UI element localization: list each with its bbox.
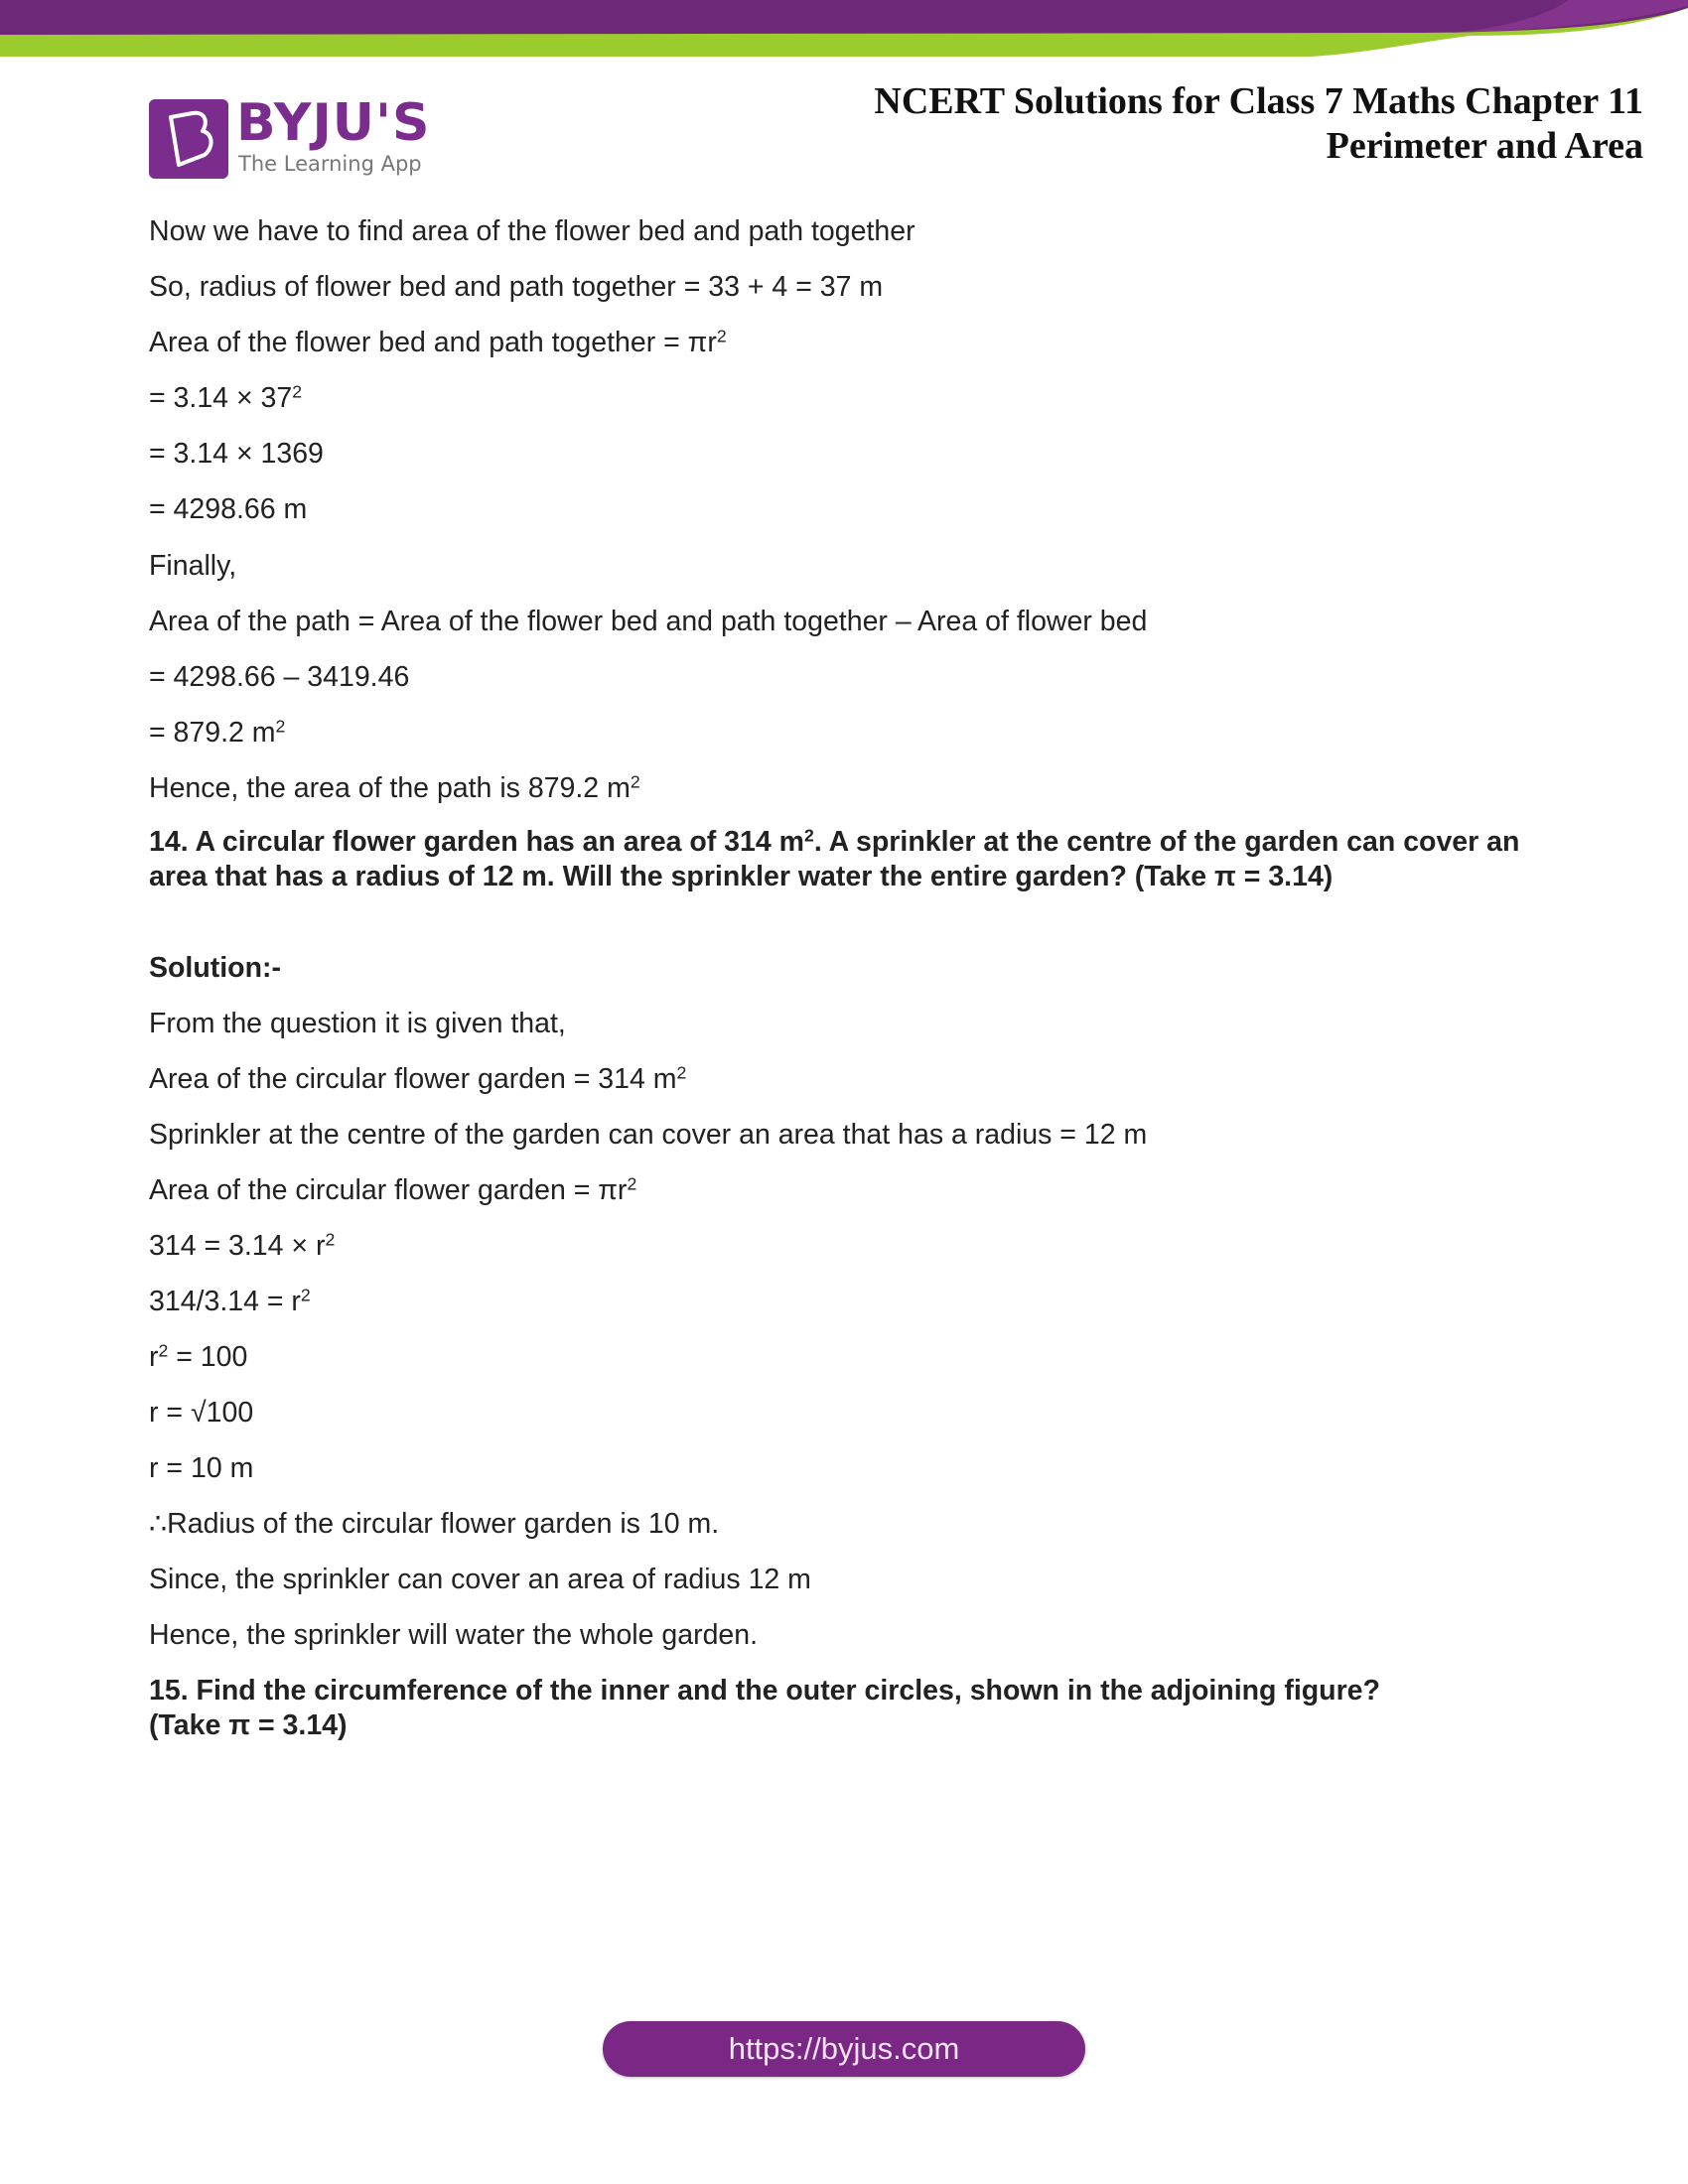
text-line: Hence, the area of the path is 879.2 $m^2$ — [149, 771, 640, 804]
text-line: Since, the sprinkler can cover an area of radius 12 m — [149, 1564, 811, 1595]
page-title — [874, 79, 1643, 169]
logo-brand-text: BYJU'S — [236, 93, 431, 153]
text-line: So, radius of flower bed and path together = 33 + 4 = 37 m — [149, 271, 884, 303]
byjus-logo — [149, 93, 437, 179]
logo-tagline: The Learning App — [238, 152, 422, 176]
question-15 — [149, 1674, 1539, 1743]
text-line: r = 10 m — [149, 1452, 254, 1484]
text-line: Area of the flower bed and path together = $\pi r^2$ — [149, 326, 727, 358]
text-line: ∴Radius of the circular flower garden is 10 m. — [149, 1508, 720, 1540]
footer-url-text: https://byjus.com — [728, 2031, 960, 2066]
question-15-line1: 15. Find the circumference of the inner and the outer circles, shown in the adjoining figure? — [149, 1675, 1380, 1706]
header-banner — [0, 0, 1688, 69]
text-line: $314/3.14 = r^2$ — [149, 1285, 311, 1317]
page-title-line2: Perimeter and Area — [1326, 125, 1643, 167]
text-line: Area of the circular flower garden = $\pi r^2$ — [149, 1173, 637, 1206]
text-line: From the question it is given that, — [149, 1008, 566, 1039]
page-title-line1: NCERT Solutions for Class 7 Maths Chapter 11 — [874, 80, 1643, 122]
text-line: Finally, — [149, 550, 237, 582]
question-15-line2: (Take π = 3.14) — [149, 1709, 348, 1741]
question-14: 14. A circular flower garden has an area of 314 $m^2$. A sprinkler at the centre of the garden can cover an area that has a radius of 12 m. Will the sprinkler water the entire garden? (Take π = 3.14) — [149, 825, 1520, 892]
footer-url-link[interactable] — [603, 2021, 1085, 2077]
text-line: Area of the path = Area of the flower bed and path together – Area of flower bed — [149, 606, 1148, 637]
text-line: = 4298.66 – 3419.46 — [149, 661, 410, 693]
text-line: = 3.14 × 1369 — [149, 438, 324, 470]
text-line: $r^2 = 100$ — [149, 1340, 248, 1373]
logo-b-icon — [149, 99, 228, 179]
text-line: r = √100 — [149, 1397, 254, 1429]
text-line: = $3.14 \times 37^2$ — [149, 381, 303, 414]
text-line: $314 = 3.14 \times r^2$ — [149, 1229, 336, 1262]
text-line: Hence, the sprinkler will water the whole garden. — [149, 1619, 759, 1651]
text-line: = 879.2 $m^2$ — [149, 716, 286, 749]
text-line: Sprinkler at the centre of the garden can cover an area that has a radius = 12 m — [149, 1119, 1148, 1151]
solution-label: Solution:- — [149, 952, 281, 984]
text-line: Now we have to find area of the flower bed and path together — [149, 215, 915, 247]
text-line: = 4298.66 m — [149, 493, 308, 525]
text-line: Area of the circular flower garden = 314 $m^2$ — [149, 1062, 687, 1095]
